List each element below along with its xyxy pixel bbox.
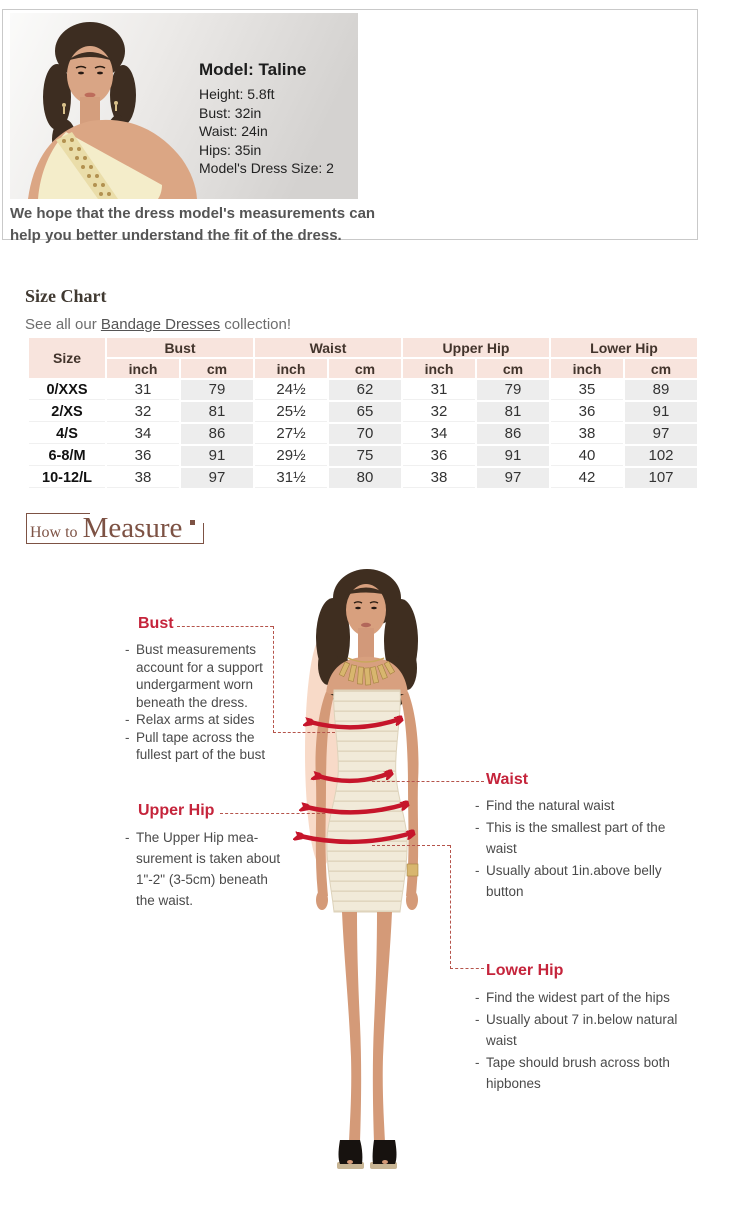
upper-hip-group-header: Upper Hip (403, 338, 549, 357)
model-name-title: Model: Taline (199, 60, 307, 79)
how-to-measure-heading (26, 513, 204, 544)
value-cell: 31 (107, 380, 179, 400)
value-cell: 80 (329, 468, 401, 488)
model-note: We hope that the dress model's measurements can help you better understand the fit of the dress. (10, 205, 376, 244)
model-measurements (199, 85, 334, 178)
measure-text: Measure (82, 512, 183, 544)
unit-header: inch (255, 359, 327, 378)
bust-label: Bust (138, 615, 174, 632)
list-item: - This is the smallest part of the waist (486, 817, 681, 860)
value-cell: 38 (551, 424, 623, 444)
value-cell: 91 (477, 446, 549, 466)
bust-connector-h1 (177, 626, 273, 627)
value-cell: 97 (181, 468, 253, 488)
value-cell: 107 (625, 468, 697, 488)
table-row (29, 424, 697, 444)
table-row (29, 468, 697, 488)
value-cell: 70 (329, 424, 401, 444)
lower-hip-group-header: Lower Hip (551, 338, 697, 357)
value-cell: 34 (403, 424, 475, 444)
size-cell: 2/XS (29, 402, 105, 422)
table-row (29, 446, 697, 466)
collection-line (25, 316, 291, 333)
table-group-header-row (29, 338, 697, 357)
measure-model-illustration (278, 562, 453, 1180)
list-item: - Bust measurements account for a support undergarment worn beneath the dress. (136, 641, 278, 711)
figure-right-leg (373, 912, 392, 1142)
size-chart-table (27, 336, 699, 490)
figure-shoes (337, 1140, 397, 1169)
value-cell: 38 (107, 468, 179, 488)
list-item: - Find the widest part of the hips (486, 987, 691, 1009)
value-cell: 75 (329, 446, 401, 466)
how-to-text: How to (30, 524, 78, 541)
value-cell: 81 (181, 402, 253, 422)
table-unit-header-row (29, 359, 697, 378)
value-cell: 31 (403, 380, 475, 400)
figure-neck (358, 628, 374, 658)
value-cell: 25½ (255, 402, 327, 422)
lower-hip-connector-h1 (372, 845, 450, 846)
value-cell: 62 (329, 380, 401, 400)
value-cell: 97 (625, 424, 697, 444)
model-info-box (2, 9, 698, 244)
value-cell: 79 (477, 380, 549, 400)
model-hips: Hips: 35in (199, 141, 262, 158)
value-cell: 81 (477, 402, 549, 422)
heading-border-left (26, 513, 27, 544)
unit-header: cm (477, 359, 549, 378)
value-cell: 36 (403, 446, 475, 466)
value-cell: 91 (625, 402, 697, 422)
unit-header: cm (181, 359, 253, 378)
model-waist: Waist: 24in (199, 123, 268, 139)
size-cell: 6-8/M (29, 446, 105, 466)
value-cell: 32 (403, 402, 475, 422)
value-cell: 36 (107, 446, 179, 466)
lower-hip-connector-h2 (450, 968, 484, 969)
table-row (29, 402, 697, 422)
size-cell: 0/XXS (29, 380, 105, 400)
upper-hip-instructions (136, 827, 282, 911)
value-cell: 38 (403, 468, 475, 488)
list-item: - The Upper Hip mea-surement is taken about 1"-2" (3-5cm) beneath the waist. (136, 827, 282, 911)
list-item: - Tape should brush across both hipbones (486, 1052, 691, 1095)
waist-instructions (486, 795, 681, 903)
value-cell: 42 (551, 468, 623, 488)
size-chart-heading: Size Chart (25, 286, 107, 306)
value-cell: 86 (477, 424, 549, 444)
figure-left-leg (342, 912, 361, 1142)
value-cell: 91 (181, 446, 253, 466)
unit-header: cm (329, 359, 401, 378)
list-item: - Relax arms at sides (136, 711, 278, 729)
waist-label: Waist (486, 771, 529, 788)
value-cell: 89 (625, 380, 697, 400)
value-cell: 97 (477, 468, 549, 488)
value-cell: 35 (551, 380, 623, 400)
list-item: - Pull tape across the fullest part of the bust (136, 729, 278, 764)
figure-dress (327, 690, 407, 912)
value-cell: 29½ (255, 446, 327, 466)
value-cell: 31½ (255, 468, 327, 488)
value-cell: 32 (107, 402, 179, 422)
size-column-header: Size (29, 338, 105, 378)
list-item: - Usually about 7 in.below natural waist (486, 1009, 691, 1052)
collection-suffix: collection! (220, 316, 292, 333)
model-dress-size: Model's Dress Size: 2 (199, 160, 334, 176)
value-cell: 27½ (255, 424, 327, 444)
upper-hip-label: Upper Hip (138, 802, 215, 819)
gold-bracelet (407, 864, 418, 876)
model-height: Height: 5.8ft (199, 86, 275, 102)
value-cell: 36 (551, 402, 623, 422)
waist-group-header: Waist (255, 338, 401, 357)
value-cell: 102 (625, 446, 697, 466)
lower-hip-connector-v (450, 845, 451, 969)
waist-connector (372, 781, 484, 782)
lower-hip-instructions (486, 987, 691, 1095)
unit-header: inch (551, 359, 623, 378)
value-cell: 65 (329, 402, 401, 422)
model-bust: Bust: 32in (199, 104, 262, 121)
bust-group-header: Bust (107, 338, 253, 357)
lower-hip-label: Lower Hip (486, 962, 564, 979)
upper-hip-connector (220, 813, 325, 814)
value-cell: 86 (181, 424, 253, 444)
bust-connector-h2 (273, 732, 335, 733)
value-cell: 24½ (255, 380, 327, 400)
unit-header: cm (625, 359, 697, 378)
bust-instructions (136, 641, 278, 764)
table-row (29, 380, 697, 400)
value-cell: 79 (181, 380, 253, 400)
list-item: - Find the natural waist (486, 795, 681, 817)
value-cell: 34 (107, 424, 179, 444)
value-cell: 40 (551, 446, 623, 466)
bandage-dresses-link[interactable]: Bandage Dresses (100, 316, 221, 333)
size-cell: 10-12/L (29, 468, 105, 488)
size-cell: 4/S (29, 424, 105, 444)
heading-square-bullet (190, 520, 195, 525)
unit-header: inch (403, 359, 475, 378)
collection-prefix: See all our (25, 316, 101, 333)
heading-border-right (203, 523, 204, 543)
list-item: - Usually about 1in.above belly button (486, 860, 681, 903)
unit-header: inch (107, 359, 179, 378)
